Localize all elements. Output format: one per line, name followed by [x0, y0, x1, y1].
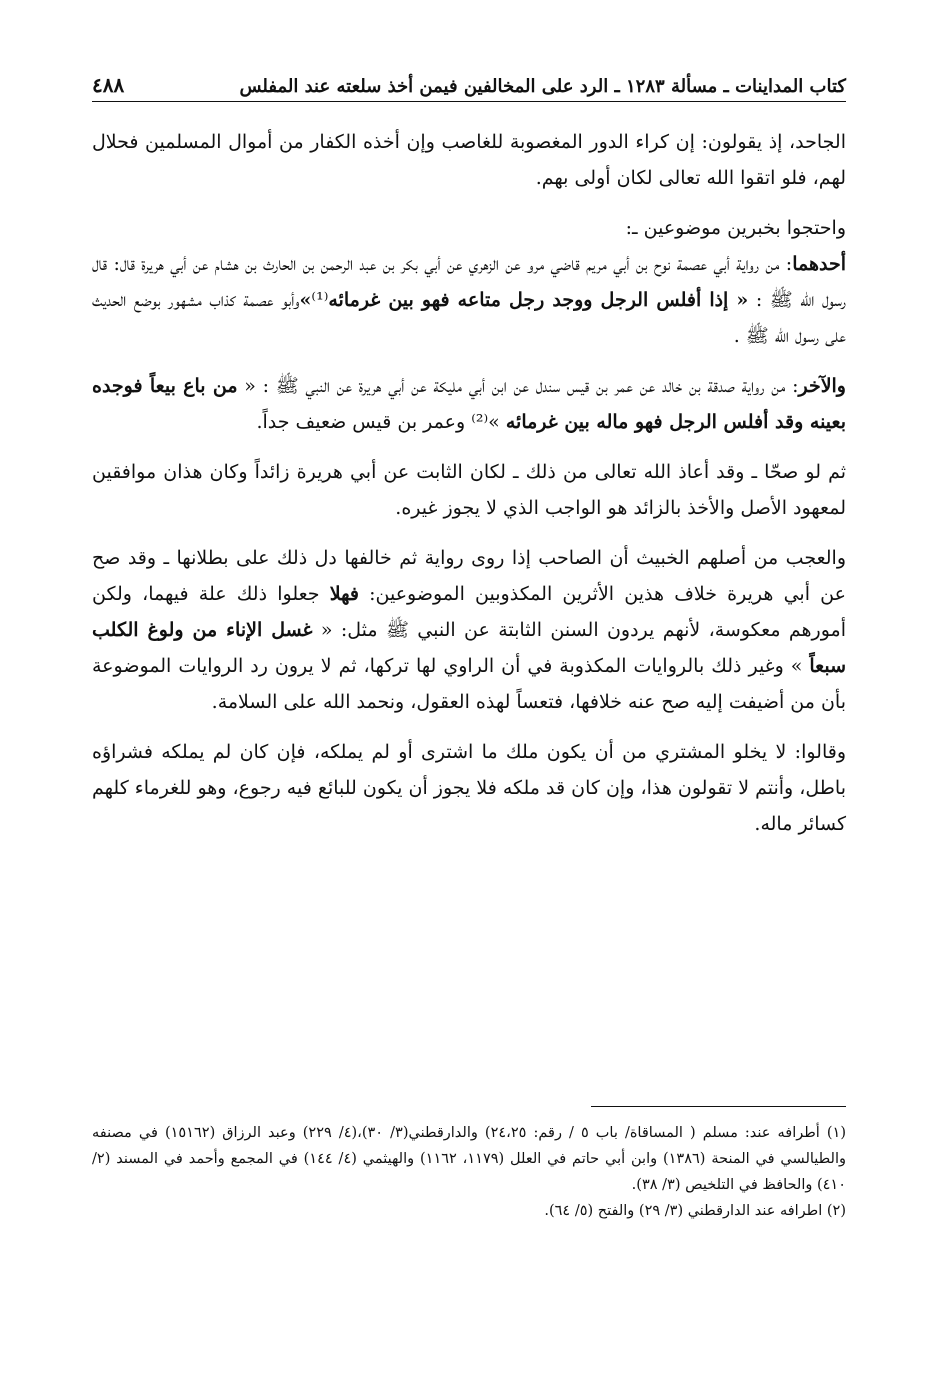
paragraph	[92, 246, 846, 354]
text-run: وعمر بن قيس ضعيف جداً.	[256, 411, 472, 433]
paragraph: الجاحد، إذ يقولون: إن كراء الدور المغصوبة للغاصب وإن أخذه الكفار من أموال المسلمين فحلال لهم، فلو اتقوا الله تعالى لكان أولى بهم.	[92, 131, 846, 189]
hadith-quote: غسل الإناء من ولوغ الكلب سبعاً	[92, 619, 846, 677]
paragraph: وقالوا: لا يخلو المشتري من أن يكون ملك ما اشترى أو لم يملكه، فإن كان لم يملكه فشراؤه باطل، وأنتم لا تقولون هذا، وإن كان قد ملكه فلا يجوز أن يكون للبائع فيه رجوع، وهو للغرماء كلهم كسائر ماله.	[92, 741, 846, 835]
lead-word: أحدهما	[792, 253, 846, 275]
hadith-quote: من باع بيعاً فوجده بعينه وقد أفلس الرجل فهو ماله بين غرمائه	[92, 375, 846, 433]
text-run: جعلوا ذلك علة فيهما، ولكن أمورهم معكوسة، لأنهم يردون السنن الثابتة عن النبي ﷺ مثل: «	[92, 583, 846, 641]
emphasis: فهلا	[329, 583, 359, 605]
footnotes	[92, 1120, 846, 1224]
lead-word: والآخر	[798, 375, 846, 397]
footnote-divider	[591, 1106, 846, 1107]
footnote-2: (٢) اطرافه عند الدارقطني (٣/ ٢٩) والفتح (٥/ ٦٤).	[544, 1203, 846, 1219]
quote-close: »	[488, 411, 506, 433]
text-run: : من رواية صدقة بن خالد عن عمر بن قيس سندل عن ابن أبي مليكة عن أبي هريرة عن النبي ﷺ : «	[237, 375, 799, 397]
text-run: » وغير ذلك بالروايات المكذوبة في أن الراوي لها تركها، ثم لا يرون رد الروايات الموضوعة بأن من أضيفت إليه صح عنه خلافها، فتعساً لهذه العقول، ونحمد الله على السلامة.	[92, 655, 846, 713]
hadith-quote: « إذا أفلس الرجل ووجد رجل متاعه فهو بين غرمائه	[328, 289, 749, 311]
page-number: ٤٨٨	[92, 73, 125, 97]
footnote-ref: ⁽¹⁾	[311, 289, 329, 311]
text-run: والعجب من أصلهم الخبيث أن الصاحب إذا روى رواية ثم خالفها دل ذلك على بطلانها ـ وقد صح عن أبي هريرة خلاف هذين الأثرين المكذوبين الموضوعين:	[92, 547, 846, 605]
quote-close: »	[299, 289, 312, 311]
footnote-1: (١) أطرافه عند: مسلم ( المساقاة/ باب ٥ / رقم: ٢٤،٢٥) والدارقطني(٣/ ٣٠)،(٤/ ٢٢٩) وعبد الرزاق (١٥١٦٢) في مصنفه والطيالسي في المنحة (١٣٨٦) وابن أبي حاتم في العلل (١١٧٩، ١١٦٢) والهيثمي (٤/ ١٤٤) في المجمع وأحمد في المسند (٢/ ٤١٠) والحافظ في التلخيص (٣/ ٣٨).	[92, 1125, 846, 1193]
footnote-ref: ⁽²⁾	[471, 411, 489, 433]
paragraph: واحتجوا بخبرين موضوعين ـ:	[625, 217, 846, 239]
paragraph	[92, 540, 846, 720]
text-run: : من رواية أبي عصمة نوح بن أبي مريم قاضي مرو عن الزهري عن أبي بكر بن عبد الرحمن بن الحارث بن هشام عن أبي هريرة قال: قال رسول الله ﷺ :	[92, 253, 846, 311]
text-run: وأبو عصمة كذاب مشهور بوضع الحديث على رسول الله ﷺ .	[92, 289, 846, 347]
paragraph	[92, 368, 846, 440]
paragraph: ثم لو صحّا ـ وقد أعاذ الله تعالى من ذلك ـ لكان الثابت عن أبي هريرة زائداً وكان هذان موافقين لمعهود الأصل والأخذ بالزائد هو الواجب الذي لا يجوز غيره.	[92, 461, 846, 519]
header-title: كتاب المداينات ـ مسألة ١٢٨٣ ـ الرد على المخالفين فيمن أخذ سلعته عند المفلس	[239, 76, 846, 97]
running-header	[92, 58, 846, 102]
main-text	[92, 124, 846, 856]
